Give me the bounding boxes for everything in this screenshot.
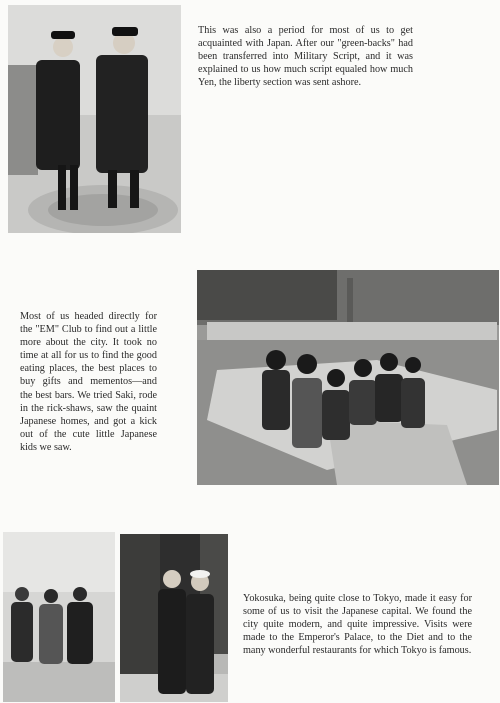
tokyo-paragraph: Yokosuka, being quite close to Tokyo, made it easy for some of us to visit the Japanese capital. We found the city quite modern, and quite impressive. Visits were made to the Emperor's Palace, to the Diet and to the many wonderful restaurants for which Tokyo is famous.: [243, 593, 472, 657]
photo-three-women: [3, 532, 115, 702]
photo-two-sailors: [120, 534, 228, 702]
intro-paragraph: This was also a period for most of us to get acquainted with Japan. After our "green-backs" had been transferred into Military Script, and it was explained to us how much script equaled how much Yen, the liberty section was sent ashore.: [198, 25, 413, 89]
em-club-paragraph: Most of us headed directly for the "EM" Club to find out a little more about the city. It took no time at all for us to find the good eating places, the best places to buy gifts and mementos—and the best bars. We tried Saki, rode in the rick-shaws, saw the quaint Japanese homes, and got a kick out of the cute little Japanese kids we saw.: [20, 311, 157, 453]
photo-japanese-children: [197, 270, 499, 485]
photo-two-officers: [8, 5, 181, 233]
